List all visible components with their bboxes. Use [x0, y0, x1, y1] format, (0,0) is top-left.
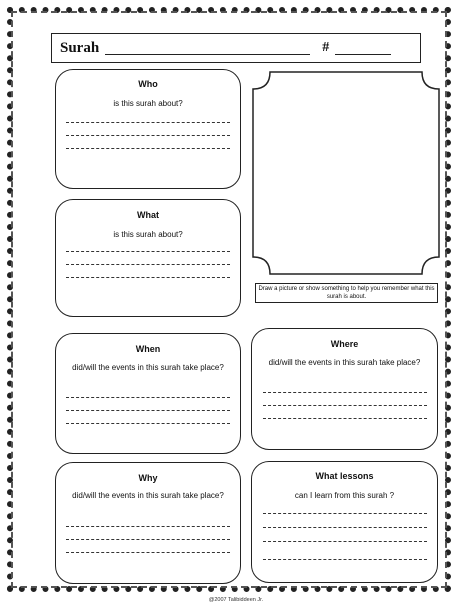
what-prompt: is this surah about?	[113, 230, 183, 239]
when-write-line[interactable]	[66, 410, 230, 411]
picture-caption: Draw a picture or show something to help you remember what this surah is about.	[255, 283, 438, 303]
why-card	[55, 462, 241, 584]
picture-frame[interactable]	[252, 71, 440, 275]
lessons-title: What lessons	[315, 471, 374, 481]
title-bar	[51, 33, 421, 63]
lessons-write-line[interactable]	[263, 527, 427, 528]
lessons-write-line[interactable]	[263, 559, 427, 560]
when-title: When	[135, 344, 161, 354]
number-label: #	[322, 40, 330, 55]
where-prompt: did/will the events in this surah take place?	[268, 358, 421, 367]
why-write-line[interactable]	[66, 539, 230, 540]
where-card	[251, 328, 438, 450]
where-title: Where	[330, 339, 359, 349]
who-card	[55, 69, 241, 189]
who-write-line[interactable]	[66, 148, 230, 149]
who-write-line[interactable]	[66, 135, 230, 136]
who-write-line[interactable]	[66, 122, 230, 123]
lessons-write-line[interactable]	[263, 541, 427, 542]
when-write-line[interactable]	[66, 423, 230, 424]
surah-number-line[interactable]	[335, 42, 391, 55]
why-write-line[interactable]	[66, 526, 230, 527]
surah-name-line[interactable]	[105, 42, 310, 55]
who-prompt: is this surah about?	[113, 99, 183, 108]
lessons-write-line[interactable]	[263, 513, 427, 514]
when-card	[55, 333, 241, 454]
when-prompt: did/will the events in this surah take place?	[72, 363, 224, 372]
where-write-line[interactable]	[263, 405, 427, 406]
why-title: Why	[138, 473, 158, 483]
what-write-line[interactable]	[66, 251, 230, 252]
where-write-line[interactable]	[263, 418, 427, 419]
what-write-line[interactable]	[66, 277, 230, 278]
what-title: What	[137, 210, 159, 220]
what-write-line[interactable]	[66, 264, 230, 265]
why-prompt: did/will the events in this surah take place?	[72, 491, 224, 500]
copyright-footer: @2007 Talibiddeen Jr.	[208, 597, 264, 603]
who-title: Who	[138, 79, 158, 89]
where-write-line[interactable]	[263, 392, 427, 393]
why-write-line[interactable]	[66, 552, 230, 553]
surah-label: Surah	[60, 39, 100, 56]
what-card	[55, 199, 241, 317]
lessons-card	[251, 461, 438, 583]
when-write-line[interactable]	[66, 397, 230, 398]
lessons-prompt: can I learn from this surah ?	[294, 491, 395, 500]
